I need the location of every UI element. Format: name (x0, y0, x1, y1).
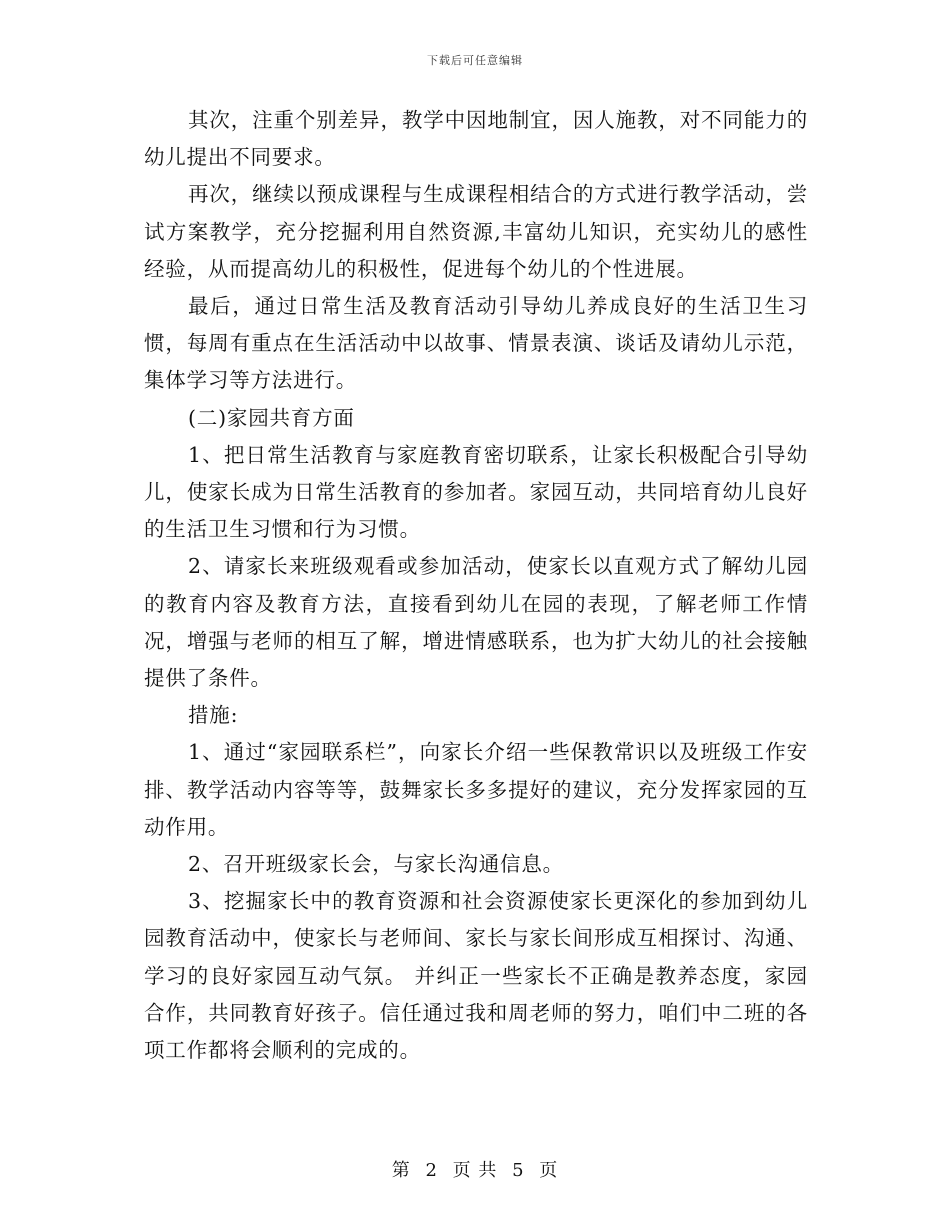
measures-heading: 措施: (188, 703, 239, 728)
footer-page-number: 2 (425, 1160, 438, 1181)
paragraph-3: 最后，通过日常生活及教育活动引导幼儿养成良好的生活卫生习惯，每周有重点在生活活动中以故事、情景表演、谈话及请幼儿示范，集体学习等方法进行。 (144, 294, 808, 393)
paragraph-9: 2、召开班级家长会，与家长沟通信息。 (188, 852, 564, 877)
document-body (144, 102, 808, 1069)
paragraph-10: 3、挖掘家长中的教育资源和社会资源使家长更深化的参加到幼儿园教育活动中，使家长与老师间、家长与家长间形成互相探讨、沟通、学习的良好家园互动气氛。 并纠正一些家长不正确是教养态度，家园合作，共同教育好孩子。信任通过我和周老师的努力，咱们中二班的各项工作都将会顺利的完成的。 (144, 889, 808, 1063)
paragraph-8: 1、通过“家园联系栏”，向家长介绍一些保教常识以及班级工作安排、教学活动内容等等，鼓舞家长多多提好的建议，充分发挥家园的互动作用。 (144, 740, 808, 839)
footer-middle: 页 共 (452, 1160, 498, 1181)
paragraph-1: 其次，注重个别差异，教学中因地制宜，因人施教，对不同能力的幼儿提出不同要求。 (144, 108, 808, 170)
footer-total-pages: 5 (512, 1160, 525, 1181)
page-header: 下载后可任意编辑 (427, 54, 523, 67)
page-footer (0, 1156, 950, 1182)
paragraph-5: 1、把日常生活教育与家庭教育密切联系，让家长积极配合引导幼儿，使家长成为日常生活教育的参加者。家园互动，共同培育幼儿良好的生活卫生习惯和行为习惯。 (144, 442, 808, 542)
section-heading-home-school: (二)家园共育方面 (188, 405, 355, 430)
footer-prefix: 第 (391, 1160, 411, 1181)
paragraph-6: 2、请家长来班级观看或参加活动，使家长以直观方式了解幼儿园的教育内容及教育方法，直接看到幼儿在园的表现，了解老师工作情况，增强与老师的相互了解，增进情感联系，也为扩大幼儿的社会接触提供了条件。 (144, 554, 808, 691)
footer-suffix: 页 (539, 1160, 559, 1181)
paragraph-2: 再次，继续以预成课程与生成课程相结合的方式进行教学活动，尝试方案教学，充分挖掘利用自然资源,丰富幼儿知识，充实幼儿的感性经验，从而提高幼儿的积极性，促进每个幼儿的个性进展。 (144, 182, 808, 281)
